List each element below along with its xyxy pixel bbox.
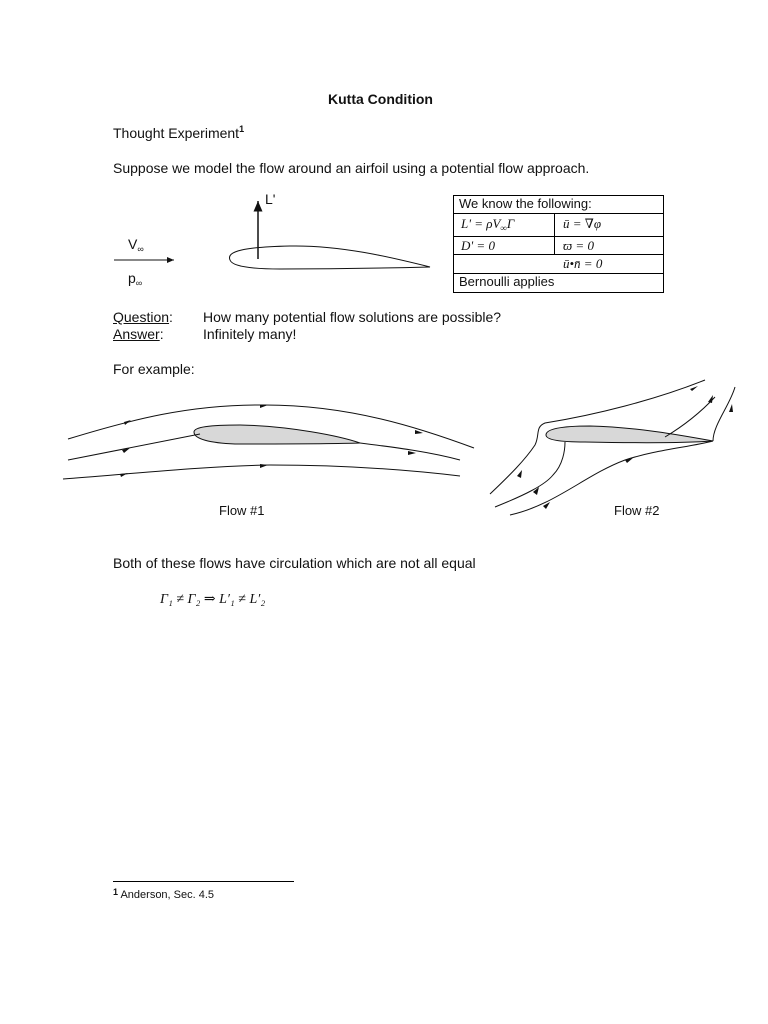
airfoil-shape [546, 426, 713, 443]
streamline-bottom [510, 441, 713, 515]
streamline-middle-front [68, 434, 200, 460]
vorticity-equation: ϖ = 0 [563, 238, 594, 253]
page-title: Kutta Condition [328, 91, 433, 107]
footnote-rule [113, 881, 294, 882]
lift-label: L' [265, 191, 276, 207]
row-divider [454, 213, 663, 214]
airfoil-shape [194, 425, 360, 444]
flow-arrow [120, 473, 128, 477]
row-divider [454, 254, 663, 255]
footnote: $^1$ Anderson, Sec. 4.5 [113, 887, 215, 901]
flow-arrow [690, 386, 698, 391]
bernoulli-row: Bernoulli applies [459, 274, 555, 289]
facts-table [453, 195, 664, 293]
flow-arrow [729, 404, 733, 412]
streamline-right [713, 387, 735, 441]
for-example-text: For example: [113, 361, 195, 377]
velocity-label: $V_\infty$ [128, 236, 144, 254]
conclusion-text: Both of these flows have circulation which are not all equal [113, 555, 476, 571]
answer-text: Infinitely many! [203, 326, 297, 342]
flow-arrow [124, 420, 131, 425]
boundary-condition-equation: ū•n̄ = 0 [563, 256, 603, 271]
question-label: Question: [113, 309, 173, 325]
lift-equation: $L' = \rho V_\infty\Gamma$ [461, 216, 515, 233]
streamline-branch [665, 397, 715, 437]
flow-2-label: Flow #2 [614, 503, 660, 518]
pressure-label: $p_\infty$ [128, 270, 143, 288]
flow-1-diagram [60, 390, 480, 490]
flow-arrow [708, 395, 713, 403]
airfoil-outline [229, 246, 430, 269]
column-divider [554, 213, 555, 254]
facts-header: We know the following: [459, 196, 592, 211]
flow-1-label: Flow #1 [219, 503, 265, 518]
thought-experiment-heading [113, 125, 244, 141]
circulation-inequality: Γ₁ ≠ Γ₂ ⇒ L′₁ ≠ L′₂ [160, 592, 266, 607]
question-text: How many potential flow solutions are possible? [203, 309, 502, 325]
flow-arrow [408, 451, 416, 455]
row-divider [454, 236, 663, 237]
thought-experiment-text: Thought Experiment [113, 125, 240, 141]
velocity-potential-equation: ū = ∇φ [563, 216, 602, 231]
drag-equation: D' = 0 [461, 238, 495, 253]
flow-2-diagram [485, 375, 745, 520]
intro-paragraph: Suppose we model the flow around an airfoil using a potential flow approach. [113, 160, 590, 176]
answer-label: Answer: [113, 326, 164, 342]
flow-arrow [517, 470, 522, 478]
footnote-ref: 1 [239, 124, 245, 134]
